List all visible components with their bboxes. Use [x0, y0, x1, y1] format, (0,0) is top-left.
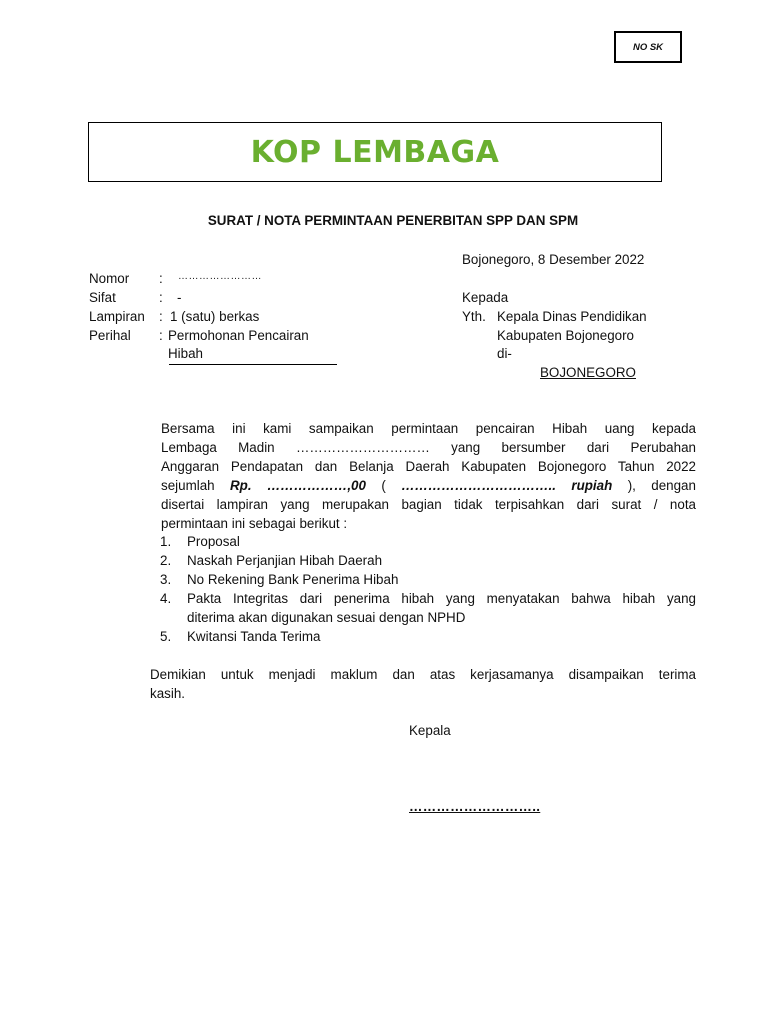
recipient-city: BOJONEGORO [540, 365, 636, 380]
body-line-3: Anggaran Pendapatan dan Belanja Daerah Kabupaten Bojonegoro Tahun 2022 [161, 458, 696, 474]
recipient-line1: Kepala Dinas Pendidikan [497, 309, 647, 324]
body-line-5: disertai lampiran yang merupakan bagian tidak terpisahkan dari surat / nota [161, 496, 696, 512]
list-item: 4. Pakta Integritas dari penerima hibah yang menyatakan bahwa hibah yang diterima akan digunakan sesuai dengan NPHD [160, 590, 696, 625]
signature-title: Kepala [409, 723, 451, 738]
lampiran-value: 1 (satu) berkas [170, 309, 260, 324]
lampiran-colon: : [159, 309, 163, 324]
nomor-label: Nomor [89, 271, 130, 286]
nomor-value: …………………… [178, 271, 262, 282]
recipient-line3: di- [497, 346, 512, 361]
perihal-colon: : [159, 328, 163, 343]
closing-line-2: kasih. [150, 685, 185, 701]
letterhead-box [88, 122, 662, 182]
lampiran-label: Lampiran [89, 309, 145, 324]
letter-date: Bojonegoro, 8 Desember 2022 [462, 252, 645, 267]
list-item: 3. No Rekening Bank Penerima Hibah [160, 571, 399, 587]
recipient-kepada: Kepada [462, 290, 509, 305]
signature-name-placeholder: ……………………….. [409, 799, 541, 814]
sifat-colon: : [159, 290, 163, 305]
nomor-colon: : [159, 271, 163, 286]
sifat-label: Sifat [89, 290, 116, 305]
amount-words: …………………………….. rupiah [401, 477, 613, 493]
list-item: 5. Kwitansi Tanda Terima [160, 628, 321, 644]
closing-line-1: Demikian untuk menjadi maklum dan atas kerjasamanya disampaikan terima [150, 667, 696, 682]
body-line-2: Lembaga Madin ………………………… yang bersumber dari Perubahan [161, 439, 696, 455]
perihal-value-line2: Hibah [168, 346, 203, 361]
document-title: SURAT / NOTA PERMINTAAN PENERBITAN SPP DAN SPM [207, 213, 579, 228]
recipient-line2: Kabupaten Bojonegoro [497, 328, 634, 343]
body-line-4: sejumlah Rp. ………………,00 ( …………………………….. rupiah ), dengan [161, 477, 696, 493]
perihal-value-line1: Permohonan Pencairan [168, 328, 309, 343]
perihal-underline-rule [169, 364, 337, 365]
attachment-list [160, 533, 696, 646]
sifat-value: - [177, 290, 182, 305]
list-item: 1. Proposal [160, 534, 240, 549]
list-item: 2. Naskah Perjanjian Hibah Daerah [160, 552, 383, 568]
closing-paragraph [150, 666, 696, 704]
body-line-1: Bersama ini kami sampaikan permintaan pencairan Hibah uang kepada [161, 421, 696, 436]
letterhead-title: KOP LEMBAGA [250, 134, 500, 170]
recipient-yth: Yth. [462, 309, 486, 324]
no-sk-label: NO SK [632, 41, 664, 53]
amount-rupiah: Rp. ………………,00 [230, 477, 366, 493]
body-line-6: permintaan ini sebagai berikut : [161, 515, 348, 531]
perihal-label: Perihal [89, 328, 131, 343]
body-paragraph [161, 420, 696, 533]
madin-name-dots: ………………………… [295, 439, 430, 455]
no-sk-box [614, 31, 682, 63]
